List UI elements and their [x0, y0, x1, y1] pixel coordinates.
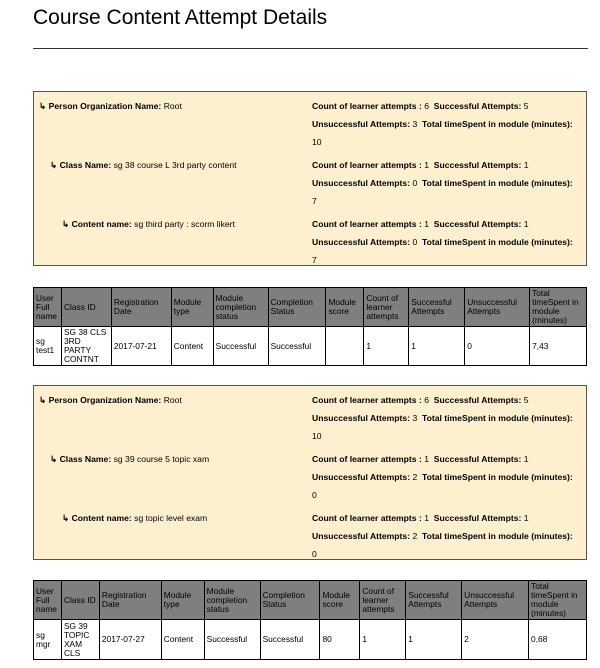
content-value: sg topic level exam: [134, 513, 208, 523]
stat-time: 0: [312, 549, 317, 559]
cell-class-id: SG 39 TOPIC XAM CLS: [61, 620, 99, 660]
stat-time: 7: [312, 196, 317, 206]
table-row: [34, 620, 587, 660]
class-row: [50, 454, 209, 465]
stat-count: 1: [424, 160, 429, 170]
arrow-icon: ↳: [39, 395, 47, 405]
attempt-table: [33, 287, 587, 366]
cell-successful: 1: [409, 327, 465, 366]
column-header: Module completion status: [213, 288, 268, 327]
arrow-icon: ↳: [50, 454, 58, 464]
stat-time: 0: [312, 490, 317, 500]
cell-module-type: Content: [161, 620, 204, 660]
content-stats: Count of learner attempts : 1 Successful Attempts: 1 Unsuccessful Attempts: 2 Total timeSpent in module (minutes): 0: [312, 509, 582, 563]
stat-count: 1: [424, 513, 429, 523]
content-row: [62, 219, 235, 230]
cell-module-completion: Successful: [213, 327, 268, 366]
stat-successful: 5: [523, 101, 529, 111]
arrow-icon: ↳: [62, 513, 70, 523]
arrow-icon: ↳: [50, 160, 58, 170]
cell-count: 1: [360, 620, 406, 660]
stat-unsuccessful: 2: [412, 472, 418, 482]
column-header: Module completion status: [204, 581, 260, 620]
table-row: [34, 327, 587, 366]
content-label: Content name:: [71, 219, 132, 229]
arrow-icon: ↳: [39, 101, 47, 111]
org-row: [39, 101, 182, 112]
cell-completion: Successful: [268, 327, 326, 366]
table-header-row: [34, 581, 587, 620]
content-label: Content name:: [71, 513, 132, 523]
attempt-table: [33, 580, 587, 660]
cell-successful: 1: [406, 620, 462, 660]
column-header: Count of learner attempts: [360, 581, 406, 620]
cell-time: 0,68: [529, 620, 587, 660]
cell-count: 1: [364, 327, 409, 366]
column-header: User Full name: [34, 581, 62, 620]
summary-panel: [33, 91, 587, 266]
class-row: [50, 160, 237, 171]
cell-unsuccessful: 2: [462, 620, 529, 660]
cell-score: 80: [320, 620, 360, 660]
content-row: [62, 513, 207, 524]
column-header: Registration Date: [111, 288, 171, 327]
cell-completion: Successful: [260, 620, 320, 660]
class-label: Class Name:: [59, 454, 112, 464]
column-header: Module type: [161, 581, 204, 620]
stat-unsuccessful: 3: [412, 413, 418, 423]
cell-module-completion: Successful: [204, 620, 260, 660]
content-value: sg third party : scorm likert: [134, 219, 235, 229]
column-header: Class ID: [61, 581, 99, 620]
stat-count: 1: [424, 454, 429, 464]
stat-time: 10: [312, 137, 322, 147]
stat-time: 10: [312, 431, 322, 441]
column-header: Unsuccessful Attempts: [465, 288, 530, 327]
stat-unsuccessful: 3: [412, 119, 418, 129]
class-value: sg 39 course 5 topic xam: [113, 454, 210, 464]
stat-count: 6: [424, 101, 429, 111]
stat-successful: 1: [523, 160, 529, 170]
column-header: Class ID: [61, 288, 111, 327]
stat-successful: 5: [523, 395, 529, 405]
org-row: [39, 395, 182, 406]
cell-user: sg test1: [34, 327, 62, 366]
column-header: Completion Status: [268, 288, 326, 327]
table-header-row: [34, 288, 587, 327]
column-header: Count of learner attempts: [364, 288, 409, 327]
stat-successful: 1: [523, 219, 529, 229]
cell-user: sg mgr: [34, 620, 62, 660]
class-label: Class Name:: [59, 160, 112, 170]
cell-unsuccessful: 0: [465, 327, 530, 366]
column-header: Module score: [326, 288, 364, 327]
column-header: Total timeSpent in module (minutes): [530, 288, 587, 327]
stat-successful: 1: [523, 513, 529, 523]
column-header: Completion Status: [260, 581, 320, 620]
cell-module-type: Content: [171, 327, 213, 366]
column-header: Unsuccessful Attempts: [462, 581, 529, 620]
org-stats: Count of learner attempts : 6 Successful Attempts: 5 Unsuccessful Attempts: 3 Total timeSpent in module (minutes): 10: [312, 97, 582, 151]
cell-class-id: SG 38 CLS 3RD PARTY CONTNT: [61, 327, 111, 366]
stat-unsuccessful: 0: [412, 237, 418, 247]
stat-count: 1: [424, 219, 429, 229]
arrow-icon: ↳: [62, 219, 70, 229]
stat-successful: 1: [523, 454, 529, 464]
stat-unsuccessful: 2: [412, 531, 418, 541]
column-header: Registration Date: [99, 581, 161, 620]
org-value: Root: [163, 395, 182, 405]
org-label: Person Organization Name:: [48, 395, 162, 405]
org-value: Root: [163, 101, 182, 111]
content-stats: Count of learner attempts : 1 Successful Attempts: 1 Unsuccessful Attempts: 0 Total timeSpent in module (minutes): 7: [312, 215, 582, 269]
cell-reg-date: 2017-07-21: [111, 327, 171, 366]
stat-count: 6: [424, 395, 429, 405]
cell-reg-date: 2017-07-27: [99, 620, 161, 660]
org-stats: Count of learner attempts : 6 Successful Attempts: 5 Unsuccessful Attempts: 3 Total timeSpent in module (minutes): 10: [312, 391, 582, 445]
cell-time: 7,43: [530, 327, 587, 366]
summary-panel: [33, 385, 587, 560]
title-divider: [33, 48, 588, 49]
column-header: Total timeSpent in module (minutes): [529, 581, 587, 620]
cell-score: [326, 327, 364, 366]
column-header: Module type: [171, 288, 213, 327]
org-label: Person Organization Name:: [48, 101, 162, 111]
class-stats: Count of learner attempts : 1 Successful Attempts: 1 Unsuccessful Attempts: 0 Total timeSpent in module (minutes): 7: [312, 156, 582, 210]
column-header: Successful Attempts: [409, 288, 465, 327]
class-value: sg 38 course L 3rd party content: [113, 160, 237, 170]
column-header: Module score: [320, 581, 360, 620]
stat-time: 7: [312, 255, 317, 265]
page-title: Course Content Attempt Details: [33, 6, 328, 29]
class-stats: Count of learner attempts : 1 Successful Attempts: 1 Unsuccessful Attempts: 2 Total timeSpent in module (minutes): 0: [312, 450, 582, 504]
stat-unsuccessful: 0: [412, 178, 418, 188]
column-header: Successful Attempts: [406, 581, 462, 620]
column-header: User Full name: [34, 288, 62, 327]
